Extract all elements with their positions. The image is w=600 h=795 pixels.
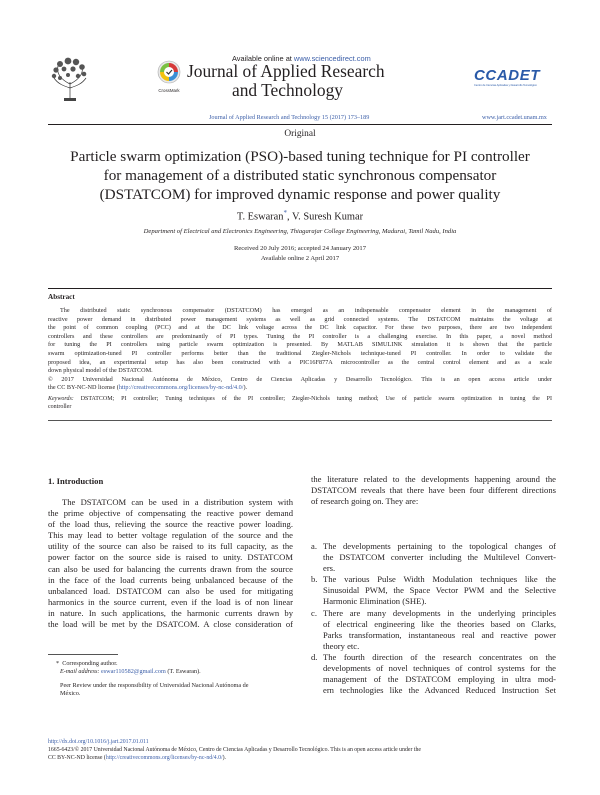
crossmark-icon[interactable] [157,60,181,92]
journal-title-line2: and Technology [232,79,343,100]
list-item [311,608,556,652]
journal-url[interactable]: www.jart.ccadet.unam.mx [482,114,547,121]
abstract-license [48,384,552,393]
intro-line: the load will be met by the DSATCOM. A close consideration of [48,619,293,630]
intro-line: in nature. In such applications, the harmonic currents drawn by [48,607,293,618]
list-marker: a. [311,541,317,551]
intro-line: This may lead to better voltage regulation of the source and the [48,530,293,541]
intro-right-line: of research going on. They are: [311,496,419,507]
list-marker: d. [311,651,318,662]
keywords-label: Keywords: [48,396,74,402]
author-separator: , [286,211,290,223]
list-line: management of the DSTATCOM employing in ultra mod- [323,674,556,685]
keywords-list: DSTATCOM; PI controller; Tuning techniques of the PI controller; Ziegler-Nichols tuning method; Use of particle swarm optimization in tuning the PI [80,396,552,402]
footer-license-prefix: CC BY-NC-ND license ( [48,755,106,762]
footnote-email [48,668,293,676]
abstract-line: swarm optimization-tuned PI controller performs better than the traditional Ziegler-Nichols technique-tuned PI controller. In order to validate the [48,349,552,357]
list-item [311,652,556,696]
footnote-rule [48,654,118,655]
title-line-1: Particle swarm optimization (PSO)-based tuning technique for PI controller [70,148,530,165]
keywords [48,395,552,412]
abstract-line: The distributed static synchronous compensator (DSTATCOM) has emerged as an indispensable compensator element in the management of [60,307,552,314]
author-suresh-kumar[interactable]: V. Suresh Kumar [291,211,364,223]
page-footer [48,738,558,763]
list-line: the DSTATCOM converter including the Multilevel Convert- [323,552,556,563]
list-line: ers. [323,563,336,574]
ccadet-logo [474,68,560,96]
journal-citation[interactable]: Journal of Applied Research and Technology 15 (2017) 173–189 [209,114,370,121]
elsevier-logo [48,54,92,104]
intro-heading: 1. Introduction [48,476,104,486]
abstract-copyright: © 2017 Universidad Nacional Autónoma de México, Centro de Ciencias Aplicadas y Desarrollo Tecnológico. This is an open access article under [48,375,552,383]
list-line: theory etc. [323,640,360,651]
intro-line: utility of the source can also be raised to its full capacity, as the [48,541,293,552]
doi-link[interactable]: http://dx.doi.org/10.1016/j.jart.2017.01.011 [48,739,149,745]
footer-license [48,754,558,762]
intro-line: harmonics in the source current, even if the load is of non linear [48,596,293,607]
header-rule [48,124,552,125]
email-label: E-mail address: [60,668,100,676]
intro-line: power factor on the source side is raised to unity. DSTATCOM [48,552,293,563]
intro-line: of the load thus, relieving the source the reactive power loading. [48,519,293,530]
list-marker: c. [311,607,317,618]
list-line: Parks transformation, instantaneous real and reactive power [323,629,556,640]
abstract-line: the point of common coupling (PCC) and at the DC link voltage across the DC link capacitor. For these two purposes, there are two independent [48,324,552,332]
article-type: Original [284,129,316,139]
list-line: The developments pertaining to the topological changes of [323,541,556,551]
list-line: ern technologies like the Advanced Reduced Instruction Set [323,685,556,696]
abstract-line: down physical model of the DSTATCOM. [48,367,153,375]
license-link[interactable]: http://creativecommons.org/licenses/by-nc-nd/4.0/ [118,384,244,392]
list-line: Sinusoidal PWM, the Space Vector PWM and the Selective [323,585,556,596]
journal-title-line1: Journal of Applied Research [187,61,385,81]
footnote-corresponding [48,660,293,668]
research-directions-list [311,541,556,696]
sciencedirect-link[interactable]: www.sciencedirect.com [293,54,371,63]
ccadet-subtitle: Centro de Ciencias Aplicadas y Desarrollo Tecnológico [474,84,537,87]
author-eswaran[interactable]: T. Eswaran [236,211,284,223]
available-label: Available online at [232,54,292,63]
license-prefix: the CC BY-NC-ND license ( [48,384,119,392]
footnote-mark: * [56,660,60,667]
keywords-list-cont: controller [48,404,72,411]
peer-review-note: Peer Review under the responsibility of Universidad Nacional Autónoma de [60,681,249,689]
list-marker: b. [311,574,318,585]
abstract-line: proposed idea, an experimental setup has also been constructed with a PIC16F877A microcontroller as the central control element and as a scale [48,358,552,366]
ccadet-wordmark: CCADET [474,67,541,84]
list-item [311,541,556,574]
abstract-line: controllers and these controllers are predominantly of PI types. Tuning the PI controller is a challenging exercise. In this paper, a novel method [48,332,552,340]
corresponding-mark[interactable]: * [283,209,287,217]
list-line: The various Pulse Width Modulation techniques like the [323,574,556,585]
peer-review-note-cont: México. [60,690,81,698]
list-line: of electrical engineering like the theories based on Clarks, [323,618,556,629]
abstract-top-rule [48,288,552,289]
list-line: Harmonic Elimination (SHE). [323,596,427,607]
online-date: Available online 2 April 2017 [260,255,340,262]
journal-title [187,62,385,99]
affiliation: Department of Electrical and Electronics Engineering, Thiagarajar College Engineering, Madurai, Tamil Nadu, India [143,228,457,235]
article-title [40,147,560,204]
abstract-body [48,307,552,393]
intro-right-line: DSTATCOM reveals that there have been four different directions [311,485,556,496]
list-line: The fourth direction of the research concentrates on the [323,651,556,662]
abstract-line: reactive power demand in distributed power management systems as well as grid connected systems. The DSTATCOM maintains the voltage at [48,315,552,323]
intro-line: unbalanced load. DSTATCOM can also be used for mitigating [48,585,293,596]
intro-line: the prime objective of compensating the reactive power demand [48,508,293,519]
abstract-bottom-rule [48,420,552,421]
footnote-corresponding-text: Corresponding author. [62,660,118,667]
title-line-3: (DSTATCOM) for improved dynamic response and power quality [99,186,501,203]
email-suffix: (T. Eswaran). [167,668,201,676]
authors [0,209,600,222]
footnote [48,660,293,699]
footer-copyright: 1665-6423/© 2017 Universidad Nacional Autónoma de México, Centro de Ciencias Aplicadas y Desarrollo Tecnológico. This is an open access article under the [48,747,421,754]
abstract-heading: Abstract [48,293,75,301]
intro-left-column [48,497,293,630]
list-item [311,574,556,607]
abstract-line: for tuning the PI controllers using particle swarm optimization is presented. By MATLAB SIMULINK simulation it is shown that the particle [48,341,552,349]
intro-line: The DSTATCOM can be used in a distribution system with [62,497,293,507]
intro-right-column [311,474,556,507]
list-line: developments of novel techniques of control systems for the [323,663,556,674]
license-suffix: ). [243,384,248,392]
footer-license-suffix: ). [222,755,226,762]
list-line: There are many developments in the underlying principles [323,607,556,618]
received-dates: Received 20 July 2016; accepted 24 January 2017 [233,245,367,252]
intro-line: can also be used for balancing the currents drawn from the source [48,563,293,574]
intro-right-line: the literature related to the developments happening around the [311,474,556,484]
email-link[interactable]: eswar110582@gmail.com [101,668,166,676]
title-line-2: for management of a distributed static synchronous compensator [103,167,497,184]
footer-license-link[interactable]: http://creativecommons.org/licenses/by-nc-nd/4.0/ [105,755,223,762]
intro-line: in the face of the load currents being unbalanced because of the [48,574,293,585]
crossmark-label: CrossMark [158,88,180,93]
